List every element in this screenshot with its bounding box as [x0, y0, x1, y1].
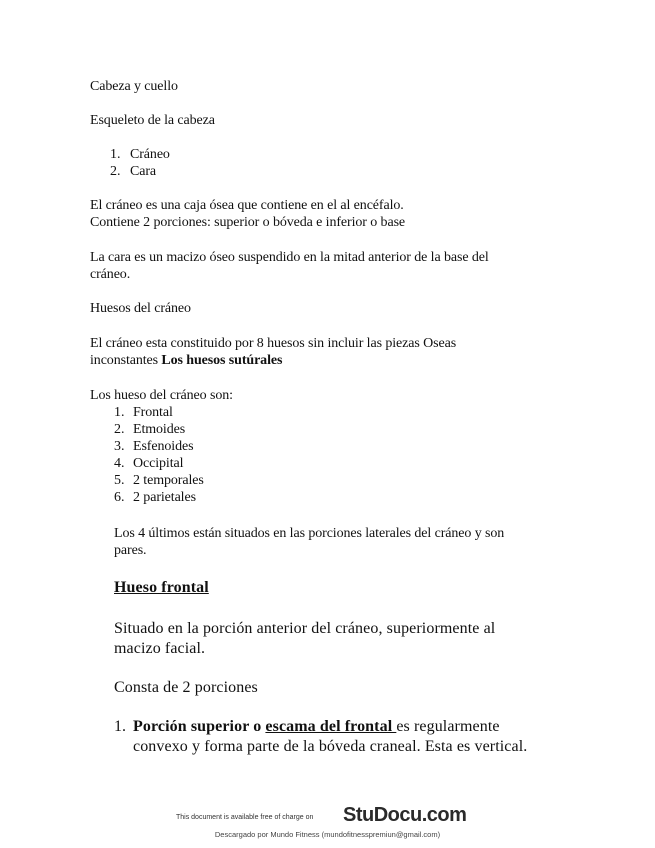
list-item-line: [133, 717, 500, 737]
paragraph-line: El cráneo es una caja ósea que contiene en el al encéfalo.: [90, 198, 404, 213]
list-number: 1.: [114, 405, 125, 420]
paragraph-line: Consta de 2 porciones: [114, 679, 258, 696]
studocu-logo[interactable]: [343, 804, 466, 827]
list-number: 3.: [114, 439, 125, 454]
list-item: Etmoides: [133, 422, 186, 437]
list-item: Occipital: [133, 456, 184, 471]
list-number: 1.: [114, 718, 126, 735]
list-intro: Los hueso del cráneo son:: [90, 388, 233, 403]
doc-title: Cabeza y cuello: [90, 79, 178, 94]
bold-term: Los huesos sutúrales: [161, 353, 283, 368]
logo-domain: .com: [421, 804, 467, 826]
list-item: Cara: [130, 164, 157, 179]
list-number: 2.: [114, 422, 125, 437]
paragraph-line: El cráneo esta constituido por 8 huesos sin incluir las piezas Oseas: [90, 336, 457, 351]
list-item-line: convexo y forma parte de la bóveda craneal. Esta es vertical.: [133, 738, 528, 755]
bold-term: Porción superior o: [133, 718, 266, 735]
list-item: 2 temporales: [133, 473, 204, 488]
footer-available-text: This document is available free of charge on: [176, 814, 314, 821]
paragraph-line: cráneo.: [90, 267, 131, 282]
underlined-heading: Hueso frontal: [114, 579, 209, 596]
list-item: 2 parietales: [133, 490, 196, 505]
paragraph-line: pares.: [114, 543, 147, 558]
logo-text: StuDocu: [343, 804, 422, 826]
list-item: Cráneo: [130, 147, 170, 162]
list-number: 2.: [110, 164, 121, 179]
list-item: Esfenoides: [133, 439, 194, 454]
list-number: 1.: [110, 147, 121, 162]
list-number: 5.: [114, 473, 125, 488]
paragraph-line: Situado en la porción anterior del cráneo, superiormente al: [114, 620, 496, 637]
text-run: inconstantes: [90, 353, 162, 368]
paragraph-line: Los 4 últimos están situados en las porciones laterales del cráneo y son: [114, 526, 505, 541]
list-number: 6.: [114, 490, 125, 505]
list-item: Frontal: [133, 405, 173, 420]
doc-subtitle: Esqueleto de la cabeza: [90, 113, 215, 128]
section-heading-frontal: [114, 578, 209, 598]
underlined-term: escama del frontal: [265, 718, 397, 735]
paragraph-line: macizo facial.: [114, 640, 206, 657]
footer-downloaded-by: Descargado por Mundo Fitness (mundofitnesspremiun@gmail.com): [214, 830, 441, 839]
paragraph-line: Contiene 2 porciones: superior o bóveda e inferior o base: [90, 215, 406, 230]
list-number: 4.: [114, 456, 125, 471]
paragraph-line: [90, 352, 282, 369]
text-run: es regularmente: [396, 718, 500, 735]
paragraph-line: La cara es un macizo óseo suspendido en la mitad anterior de la base del: [90, 250, 489, 265]
section-heading: Huesos del cráneo: [90, 301, 191, 316]
